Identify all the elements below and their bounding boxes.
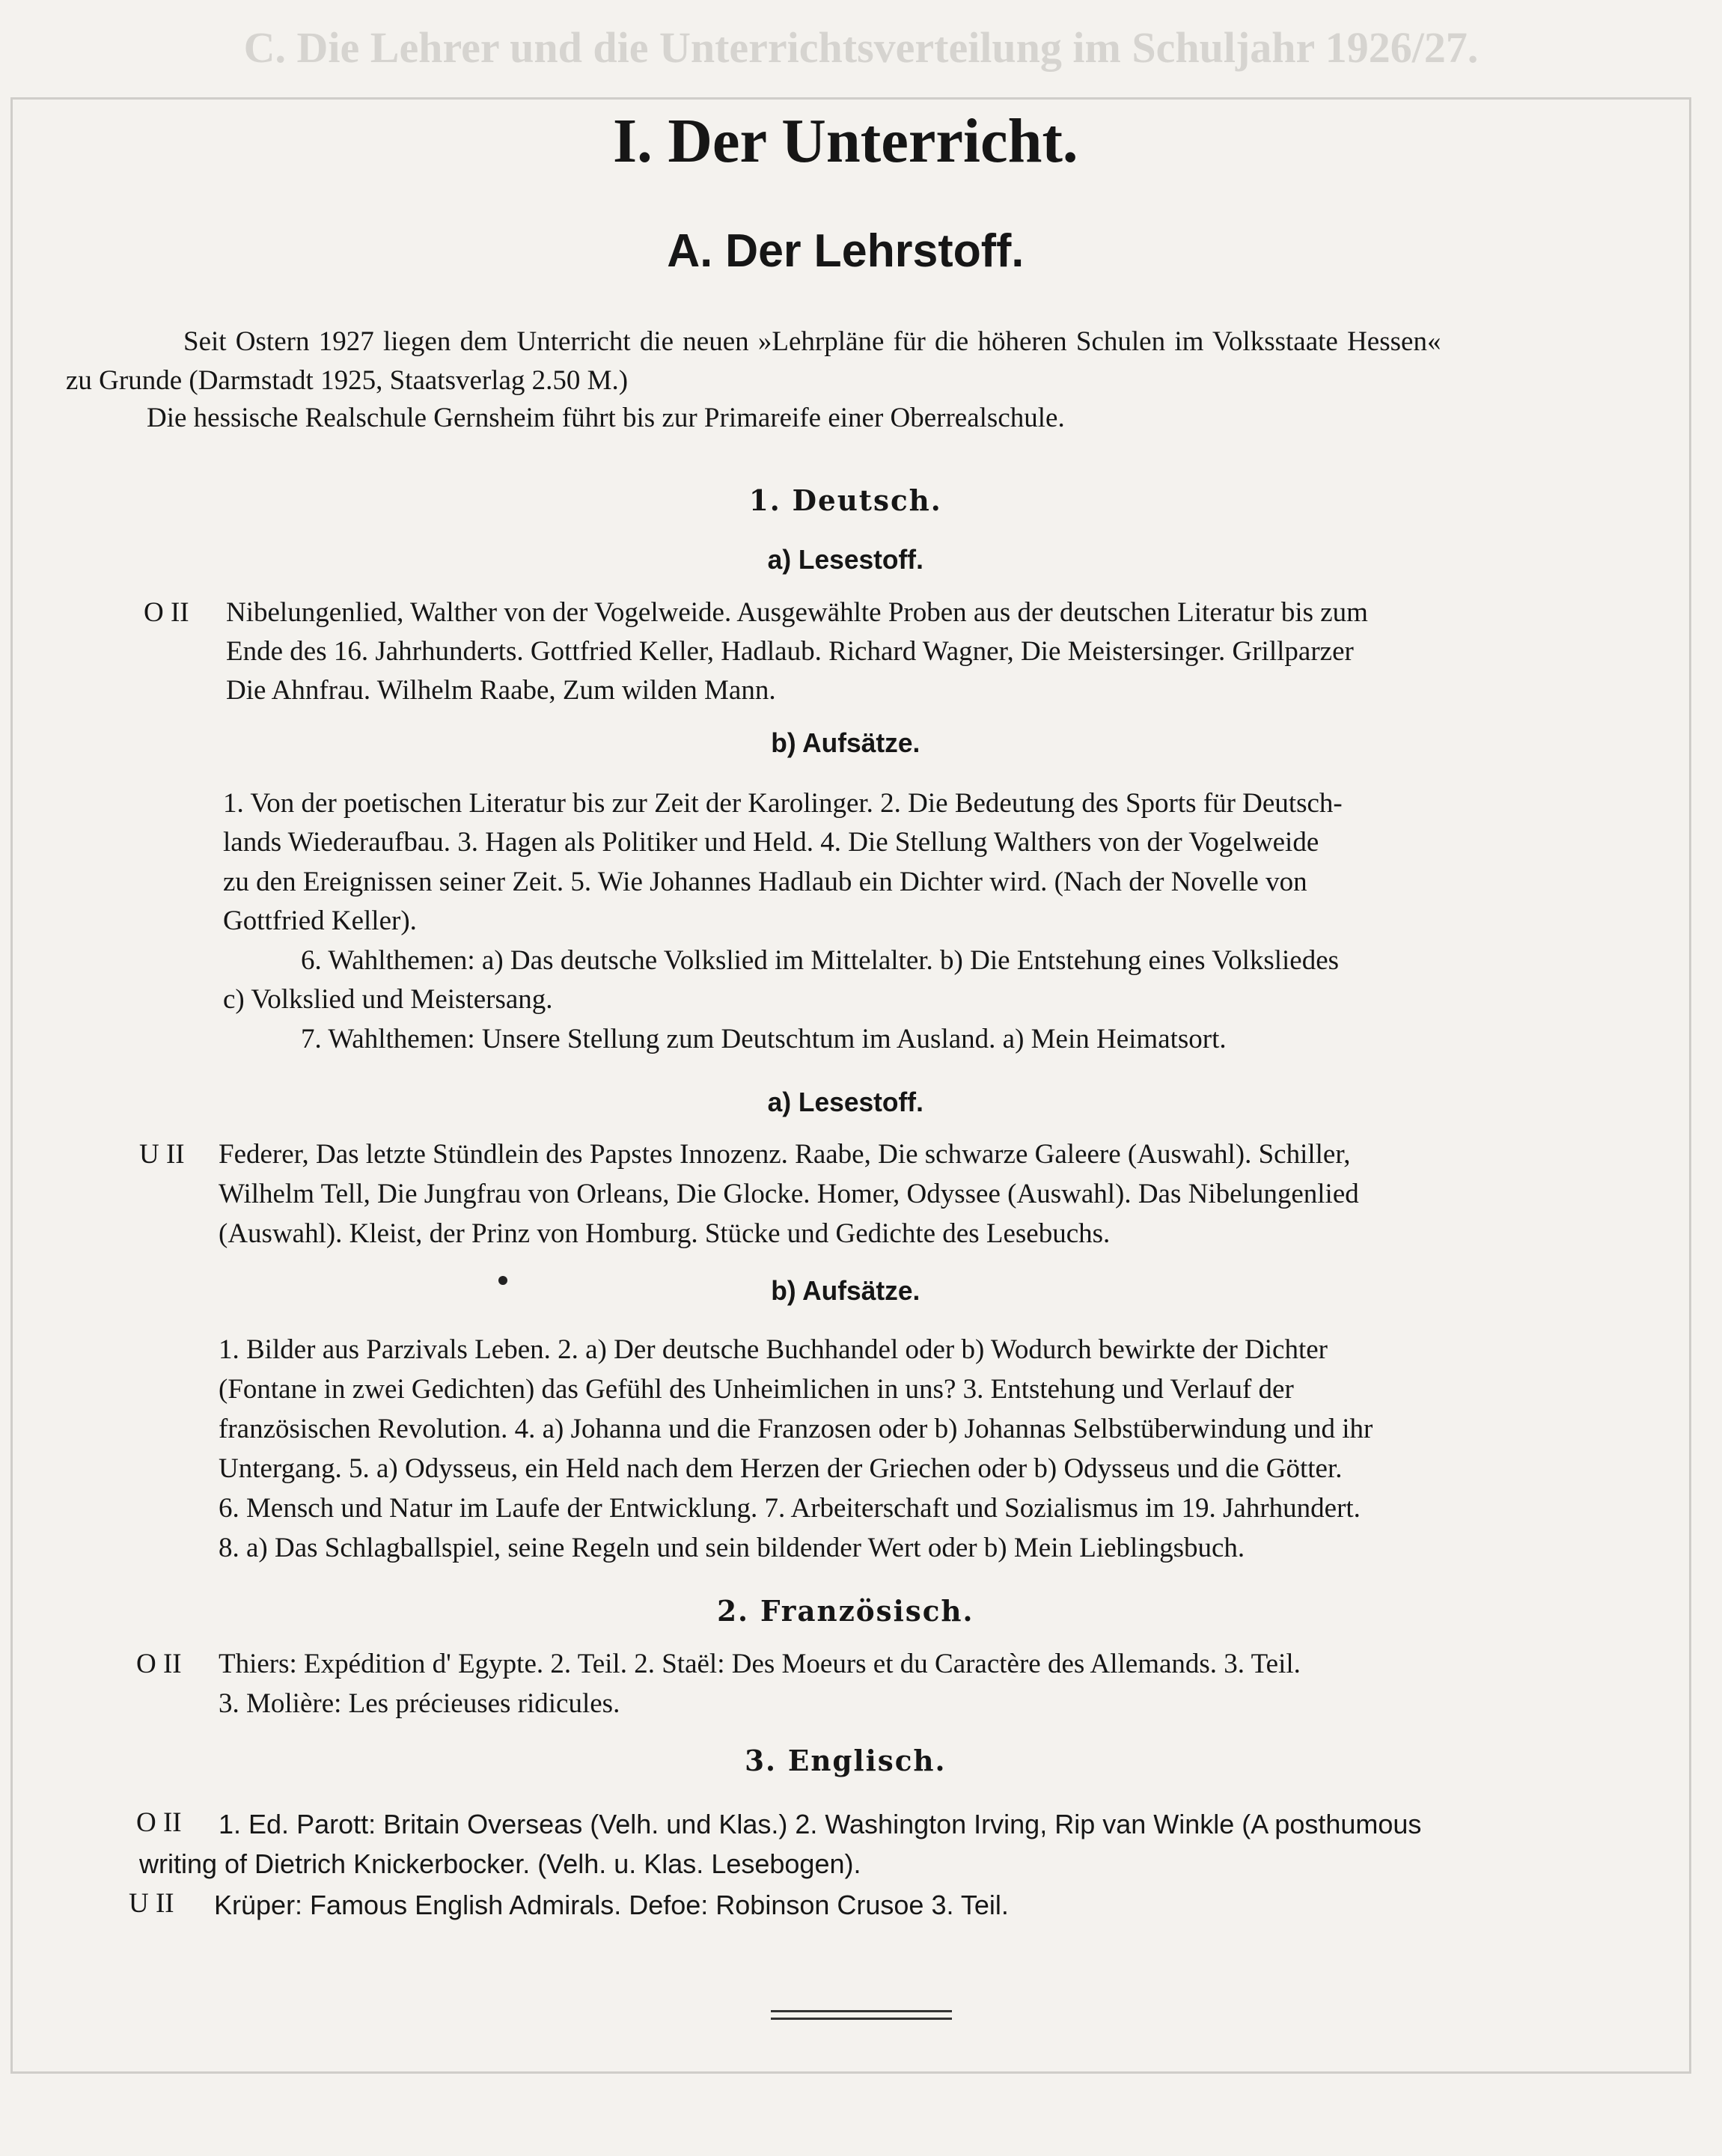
oii-aufsatz-line-2: lands Wiederaufbau. 3. Hagen als Politiker und Held. 4. Die Stellung Walthers von der Vogelweide bbox=[223, 827, 1319, 858]
uii-aufsatz-line-5: 6. Mensch und Natur im Laufe der Entwicklung. 7. Arbeiterschaft und Sozialismus im 19. Jahrhundert. bbox=[219, 1493, 1361, 1524]
uii-aufsatz-line-6: 8. a) Das Schlagballspiel, seine Regeln und sein bildender Wert oder b) Mein Lieblingsbuch. bbox=[219, 1533, 1245, 1563]
uii-lesestoff-line-2: Wilhelm Tell, Die Jungfrau von Orleans, Die Glocke. Homer, Odyssee (Auswahl). Das Nibelungenlied bbox=[219, 1179, 1359, 1209]
oii-lesestoff-line-3: Die Ahnfrau. Wilhelm Raabe, Zum wilden Mann. bbox=[226, 675, 776, 706]
uii-aufsatz-line-2: (Fontane in zwei Gedichten) das Gefühl des Unheimlichen in uns? 3. Entstehung und Verlauf der bbox=[219, 1374, 1294, 1405]
uii-aufsatz-line-3: französischen Revolution. 4. a) Johanna und die Franzosen oder b) Johannas Selbstüberwindung und ihr bbox=[219, 1414, 1373, 1444]
intro-line-2: zu Grunde (Darmstadt 1925, Staatsverlag 2.50 M.) bbox=[66, 365, 629, 396]
franzoesisch-line-2: 3. Molière: Les précieuses ridicules. bbox=[219, 1688, 620, 1719]
closing-rule-bottom bbox=[771, 2018, 952, 2020]
uii-lesestoff-line-1: Federer, Das letzte Stündlein des Papstes Innozenz. Raabe, Die schwarze Galeere (Auswahl). Schiller, bbox=[219, 1139, 1351, 1170]
class-label-oii: O II bbox=[144, 597, 189, 628]
class-label-franzoesisch-oii: O II bbox=[136, 1649, 182, 1679]
intro-line-3: Die hessische Realschule Gernsheim führt bis zur Primareife einer Oberrealschule. bbox=[147, 403, 1065, 433]
heading-oii-lesestoff: a) Lesestoff. bbox=[767, 544, 923, 575]
class-label-englisch-uii: U II bbox=[129, 1888, 174, 1919]
franzoesisch-line-1: Thiers: Expédition d' Egypte. 2. Teil. 2. Staël: Des Moeurs et du Caractère des Allemands. 3. Teil. bbox=[219, 1649, 1301, 1679]
oii-lesestoff-line-1: Nibelungenlied, Walther von der Vogelweide. Ausgewählte Proben aus der deutschen Literatur bis zum bbox=[226, 597, 1368, 628]
closing-rule-top bbox=[771, 2010, 952, 2012]
heading-deutsch: 1. Deutsch. bbox=[748, 483, 942, 517]
heading-franzoesisch: 2. Französisch. bbox=[717, 1594, 974, 1628]
oii-aufsatz-line-4: Gottfried Keller). bbox=[223, 906, 417, 936]
oii-aufsatz-line-6: c) Volkslied und Meistersang. bbox=[223, 984, 553, 1015]
oii-aufsatz-line-1: 1. Von der poetischen Literatur bis zur Zeit der Karolinger. 2. Die Bedeutung des Sports für Deutsch- bbox=[223, 788, 1343, 819]
section-title: A. Der Lehrstoff. bbox=[667, 225, 1025, 277]
oii-aufsatz-line-5: 6. Wahlthemen: a) Das deutsche Volkslied im Mittelalter. b) Die Entstehung eines Volksliedes bbox=[301, 945, 1340, 976]
oii-lesestoff-line-2: Ende des 16. Jahrhunderts. Gottfried Keller, Hadlaub. Richard Wagner, Die Meistersinger. Grillparzer bbox=[226, 636, 1354, 667]
uii-lesestoff-line-3: (Auswahl). Kleist, der Prinz von Homburg. Stücke und Gedichte des Lesebuchs. bbox=[219, 1218, 1111, 1249]
heading-uii-lesestoff: a) Lesestoff. bbox=[767, 1087, 923, 1117]
oii-aufsatz-line-7: 7. Wahlthemen: Unsere Stellung zum Deutschtum im Ausland. a) Mein Heimatsort. bbox=[301, 1024, 1227, 1054]
intro-line-1: Seit Ostern 1927 liegen dem Unterricht die neuen »Lehrpläne für die höheren Schulen im Volksstaate Hessen« bbox=[183, 326, 1441, 357]
heading-englisch: 3. Englisch. bbox=[745, 1744, 947, 1777]
oii-aufsatz-line-3: zu den Ereignissen seiner Zeit. 5. Wie Johannes Hadlaub ein Dichter wird. (Nach der Novelle von bbox=[223, 867, 1307, 897]
bleed-through-title: C. Die Lehrer und die Unterrichtsverteilung im Schuljahr 1926/27. bbox=[243, 23, 1479, 72]
englisch-uii-line: Krüper: Famous English Admirals. Defoe: Robinson Crusoe 3. Teil. bbox=[214, 1890, 1009, 1920]
class-label-uii: U II bbox=[139, 1139, 185, 1170]
uii-aufsatz-line-1: 1. Bilder aus Parzivals Leben. 2. a) Der deutsche Buchhandel oder b) Wodurch bewirkte der Dichter bbox=[219, 1334, 1328, 1365]
uii-aufsatz-line-4: Untergang. 5. a) Odysseus, ein Held nach dem Herzen der Griechen oder b) Odysseus und die Götter. bbox=[219, 1453, 1343, 1484]
heading-oii-aufsaetze: b) Aufsätze. bbox=[771, 727, 920, 758]
englisch-oii-line-1: 1. Ed. Parott: Britain Overseas (Velh. und Klas.) 2. Washington Irving, Rip van Winkle (A posthumous bbox=[219, 1809, 1422, 1839]
page-title: I. Der Unterricht. bbox=[613, 106, 1078, 176]
class-label-englisch-oii: O II bbox=[136, 1807, 182, 1838]
heading-uii-aufsaetze: b) Aufsätze. bbox=[771, 1275, 920, 1306]
englisch-oii-line-2: writing of Dietrich Knickerbocker. (Velh. u. Klas. Lesebogen). bbox=[139, 1848, 861, 1879]
